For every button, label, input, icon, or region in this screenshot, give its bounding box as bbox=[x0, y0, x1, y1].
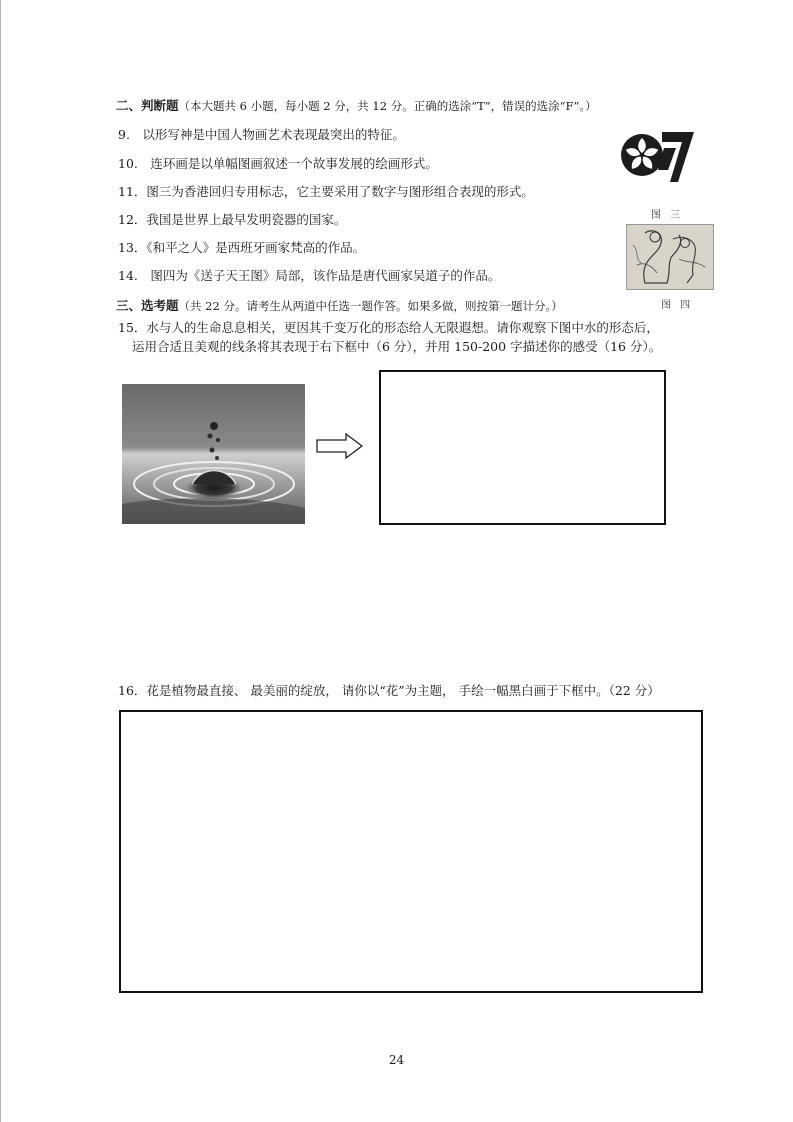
q16-drawing-frame[interactable] bbox=[119, 710, 703, 993]
hk-return-logo-image bbox=[618, 124, 698, 186]
section3-heading-line bbox=[116, 298, 563, 314]
question-11: 11．图三为香港回归专用标志，它主要采用了数字与图形组合表现的形式。 bbox=[118, 184, 534, 199]
section2-heading: 二、判断题 bbox=[116, 98, 179, 113]
water-drop-photo bbox=[122, 384, 305, 524]
question-16: 16．花是植物最直接、 最美丽的绽放， 请你以“花”为主题， 手绘一幅黑白画于下框中。（22 分） bbox=[118, 683, 660, 698]
page-edge bbox=[0, 0, 1, 1122]
painting-fragment-image bbox=[626, 224, 714, 290]
section2-note: （本大题共 6 小题，每小题 2 分，共 12 分。正确的选涂“T”，错误的选涂“F”。） bbox=[178, 99, 597, 113]
question-14: 14. 图四为《送子天王图》局部，该作品是唐代画家吴道子的作品。 bbox=[118, 268, 501, 283]
question-9: 9. 以形写神是中国人物画艺术表现最突出的特征。 bbox=[118, 127, 405, 142]
question-13: 13．《和平之人》是西班牙画家梵高的作品。 bbox=[118, 240, 366, 255]
question-10: 10. 连环画是以单幅图画叙述一个故事发展的绘画形式。 bbox=[118, 156, 438, 171]
right-arrow-icon bbox=[316, 433, 364, 459]
question-15-line1: 15．水与人的生命息息相关，更因其千变万化的形态给人无限遐想。请你观察下图中水的形态后， bbox=[118, 320, 659, 335]
figure3-caption: 图 三 bbox=[651, 210, 684, 221]
figure4-caption: 图 四 bbox=[661, 300, 694, 311]
section2-heading-line bbox=[116, 98, 597, 114]
question-12: 12．我国是世界上最早发明瓷器的国家。 bbox=[118, 212, 347, 227]
page-number: 24 bbox=[388, 1053, 405, 1067]
section3-note: （共 22 分。请考生从两道中任选一题作答。如果多做，则按第一题计分。） bbox=[178, 299, 563, 313]
section3-heading: 三、选考题 bbox=[116, 298, 179, 313]
question-15-line2: 运用合适且美观的线条将其表现于右下框中（6 分），并用 150-200 字描述你的感受（16 分）。 bbox=[132, 339, 662, 354]
q15-drawing-frame[interactable] bbox=[379, 370, 666, 525]
